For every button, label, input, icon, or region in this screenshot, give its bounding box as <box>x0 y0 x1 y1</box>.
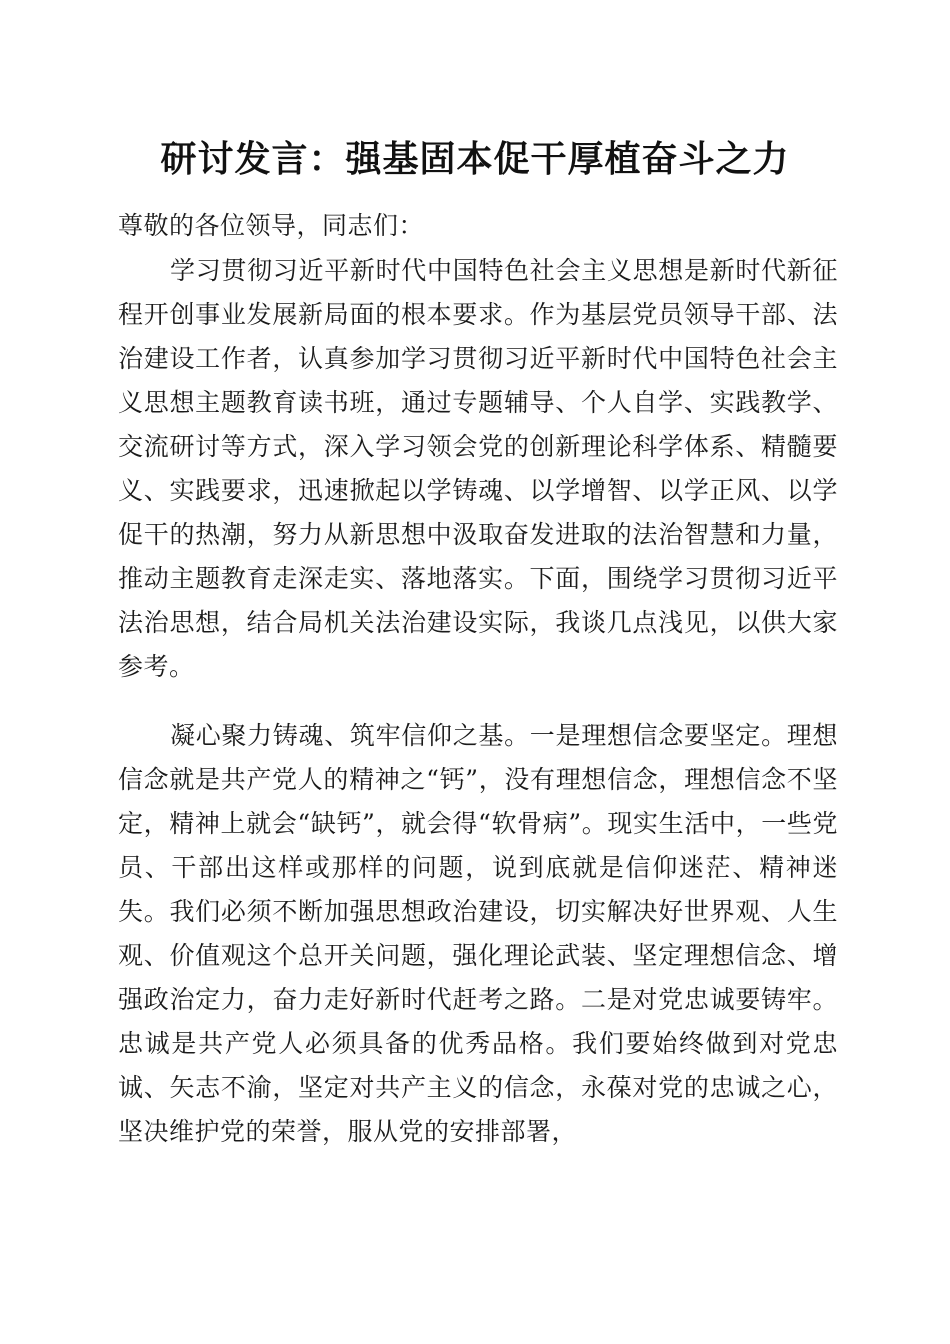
paragraph-faith-foundation: 凝心聚力铸魂、筑牢信仰之基。一是理想信念要坚定。理想信念就是共产党人的精神之“钙”，没有理想信念，理想信念不坚定，精神上就会“缺钙”，就会得“软骨病”。现实生活中，一些党员、干部出这样或那样的问题，说到底就是信仰迷茫、精神迷失。我们必须不断加强思想政治建设，切实解决好世界观、人生观、价值观这个总开关问题，强化理论武装、坚定理想信念、增强政治定力，奋力走好新时代赶考之路。二是对党忠诚要铸牢。忠诚是共产党人必须具备的优秀品格。我们要始终做到对党忠诚、矢志不渝，坚定对共产主义的信念，永葆对党的忠诚之心，坚决维护党的荣誉，服从党的安排部署， <box>118 721 838 1146</box>
paragraph-intro: 学习贯彻习近平新时代中国特色社会主义思想是新时代新征程开创事业发展新局面的根本要求。作为基层党员领导干部、法治建设工作者，认真参加学习贯彻习近平新时代中国特色社会主义思想主题教育读书班，通过专题辅导、个人自学、实践教学、交流研讨等方式，深入学习领会党的创新理论科学体系、精髓要义、实践要求，迅速掀起以学铸魂、以学增智、以学正风、以学促干的热潮，努力从新思想中汲取奋发进取的法治智慧和力量，推动主题教育走深走实、落地落实。下面，围绕学习贯彻习近平法治思想，结合局机关法治建设实际，我谈几点浅见，以供大家参考。 <box>118 256 838 681</box>
salutation: 尊敬的各位领导，同志们： <box>118 211 425 240</box>
document-title: 研讨发言：强基固本促干厚植奋斗之力 <box>160 138 790 180</box>
